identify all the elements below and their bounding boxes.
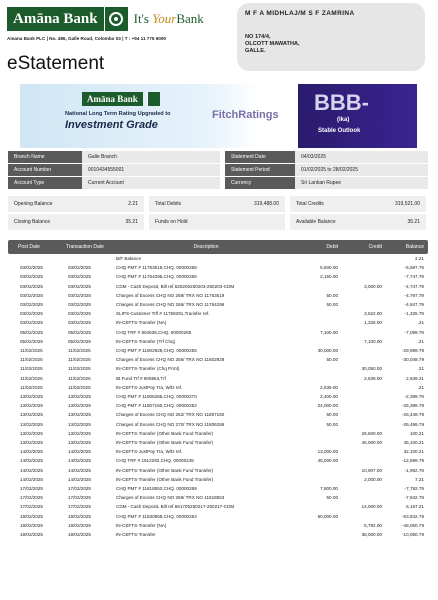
transaction-date-cell: 03/02/2025 bbox=[68, 292, 91, 298]
balance-cell: -4,797.79 bbox=[404, 292, 424, 298]
credit-cell bbox=[340, 495, 384, 500]
balance-cell: -4,747.79 bbox=[404, 283, 424, 289]
post-date-cell: 13/02/2025 bbox=[20, 440, 43, 446]
transaction-date-cell: 14/02/2025 bbox=[68, 476, 91, 482]
balance-cell: -7,747.79 bbox=[404, 274, 424, 280]
description-cell: IN-CEFTS-Transfer (NA) bbox=[116, 320, 167, 326]
debit-cell bbox=[296, 504, 340, 509]
debit-cell: 60,000.00 bbox=[317, 513, 338, 519]
balance-row bbox=[8, 214, 428, 230]
credit-cell bbox=[340, 394, 384, 399]
credit-cell bbox=[340, 514, 384, 519]
balance-cell bbox=[8, 214, 144, 230]
post-date-cell: 11/02/2025 bbox=[20, 384, 43, 390]
balance-cell: -1,992.79 bbox=[404, 467, 424, 473]
balance-cell: -30,049.79 bbox=[402, 357, 424, 363]
debit-cell bbox=[296, 376, 340, 381]
table-row bbox=[8, 364, 428, 373]
table-row bbox=[8, 309, 428, 318]
debit-cell: 50.00 bbox=[326, 357, 338, 363]
debit-cell: 7,100.00 bbox=[320, 329, 338, 335]
balance-cell: -12,899.79 bbox=[402, 458, 424, 464]
credit-cell bbox=[340, 302, 384, 307]
transaction-date-cell: 13/02/2025 bbox=[68, 440, 91, 446]
post-date-cell: 18/02/2025 bbox=[20, 532, 43, 538]
transaction-date-cell: 03/02/2025 bbox=[68, 320, 91, 326]
balance-cell: 32,100.21 bbox=[403, 449, 424, 455]
table-row bbox=[8, 438, 428, 447]
post-date-cell: 13/02/2025 bbox=[20, 430, 43, 436]
balance-cell: -1,325.79 bbox=[404, 311, 424, 317]
balance-value: 35.21 bbox=[407, 219, 420, 225]
transactions-table bbox=[8, 240, 428, 539]
bank-emblem-icon bbox=[104, 7, 128, 31]
transaction-date-cell: 03/02/2025 bbox=[68, 265, 91, 271]
table-body bbox=[8, 254, 428, 539]
info-value: Galle Branch bbox=[82, 151, 220, 163]
column-header-debit: Debit bbox=[326, 244, 338, 250]
customer-address bbox=[245, 34, 417, 55]
transaction-date-cell bbox=[56, 256, 114, 261]
transaction-date-cell: 18/02/2025 bbox=[68, 522, 91, 528]
table-row bbox=[8, 466, 428, 475]
balance-label: Opening Balance bbox=[14, 201, 53, 207]
post-date-cell: 03/02/2025 bbox=[20, 265, 43, 271]
post-date-cell: 11/02/2025 bbox=[20, 357, 43, 363]
transaction-date-cell: 03/02/2025 bbox=[68, 274, 91, 280]
fitch-ratings-logo: FitchRatings bbox=[212, 109, 279, 121]
table-row bbox=[8, 530, 428, 539]
debit-cell bbox=[296, 440, 340, 445]
balance-label: Closing Balance bbox=[14, 219, 51, 225]
description-cell: CHQ PMT # 11807160,CHQ. 00000252 bbox=[116, 403, 197, 409]
table-row bbox=[8, 410, 428, 419]
debit-cell bbox=[296, 523, 340, 528]
debit-cell: 2,400.00 bbox=[320, 394, 338, 400]
info-value: 04/03/2025 bbox=[295, 151, 428, 163]
post-date-cell: 17/02/2025 bbox=[20, 486, 43, 492]
info-label: Account Number bbox=[8, 164, 82, 176]
post-date-cell: 11/02/2025 bbox=[20, 348, 43, 354]
balance-cell: 2.21 bbox=[415, 256, 424, 261]
balance-cell: 6,157.21 bbox=[406, 504, 424, 510]
credit-cell: 7,100.00 bbox=[364, 338, 382, 344]
account-info-row bbox=[8, 164, 428, 176]
debit-cell bbox=[296, 431, 340, 436]
balance-cell: 100.21 bbox=[409, 430, 424, 436]
table-row bbox=[8, 272, 428, 281]
rating-outlook: Stable Outlook bbox=[318, 128, 361, 134]
post-date-cell: 14/02/2025 bbox=[20, 467, 43, 473]
balance-cell bbox=[8, 196, 144, 212]
balance-cell: -26,399.79 bbox=[402, 403, 424, 409]
bank-tagline: It's YourBank bbox=[133, 10, 204, 26]
post-date-cell: 14/02/2025 bbox=[20, 476, 43, 482]
balance-cell: .21 bbox=[417, 366, 424, 372]
post-date-cell: 03/02/2025 bbox=[20, 274, 43, 280]
description-cell: IN-CEFTS-Transfer (Trf Chq) bbox=[116, 338, 176, 344]
credit-cell: 30,050.00 bbox=[361, 366, 382, 372]
credit-cell bbox=[340, 449, 384, 454]
table-row bbox=[8, 291, 428, 300]
transaction-date-cell: 11/02/2025 bbox=[68, 348, 91, 354]
description-cell: Charges of Excess CHQ NO 252/ TRX NO 11807160 bbox=[116, 412, 225, 418]
credit-cell: 3,522.00 bbox=[364, 311, 382, 317]
post-date-cell: 05/02/2025 bbox=[20, 338, 43, 344]
info-value: Current Account bbox=[82, 177, 220, 189]
post-date-cell: 13/02/2025 bbox=[20, 421, 43, 427]
table-row bbox=[8, 383, 428, 392]
debit-cell: 50.00 bbox=[326, 412, 338, 418]
banner-logo: Amāna Bank bbox=[82, 92, 143, 106]
transaction-date-cell: 03/02/2025 bbox=[68, 302, 91, 308]
banner-subtitle: National Long Term Rating Upgraded to bbox=[65, 111, 171, 117]
rating-banner[interactable] bbox=[20, 84, 417, 148]
balance-cell bbox=[290, 214, 426, 230]
debit-cell: 30,000.00 bbox=[317, 348, 338, 354]
table-row bbox=[8, 401, 428, 410]
banner-headline: Investment Grade bbox=[65, 119, 158, 131]
bank-logo bbox=[7, 5, 227, 32]
balance-cell: -26,499.79 bbox=[402, 421, 424, 427]
transaction-date-cell: 14/02/2025 bbox=[68, 449, 91, 455]
balance-cell: .21 bbox=[417, 338, 424, 344]
description-cell: CHQ PMT # 11802928,CHQ. 00000255 bbox=[116, 348, 197, 354]
transaction-date-cell: 13/02/2025 bbox=[68, 430, 91, 436]
banner-emblem-icon bbox=[147, 92, 160, 106]
description-cell: CHQ PMT # 11806286,CHQ. 00000270 bbox=[116, 394, 197, 400]
account-info bbox=[8, 151, 428, 190]
debit-cell bbox=[296, 477, 340, 482]
balance-cell: -48,050.79 bbox=[402, 522, 424, 528]
description-cell: CDM - Cash Deposit, Bill ref.561705250217-250217-CDM bbox=[116, 504, 235, 510]
balance-cell: 7.21 bbox=[415, 476, 424, 482]
transaction-date-cell: 13/02/2025 bbox=[68, 421, 91, 427]
table-row bbox=[8, 374, 428, 383]
debit-cell bbox=[296, 532, 340, 537]
column-header-post-date: Post Date bbox=[18, 244, 40, 250]
credit-cell: 38,000.00 bbox=[361, 532, 382, 538]
transaction-date-cell: 13/02/2025 bbox=[68, 403, 91, 409]
balance-label: Total Debits bbox=[155, 201, 182, 207]
balance-cell: -4,847.79 bbox=[404, 302, 424, 308]
post-date-cell: 18/02/2025 bbox=[20, 522, 43, 528]
table-row bbox=[8, 254, 428, 263]
balance-label: Available Balance bbox=[296, 219, 336, 225]
address-line: GALLE. bbox=[245, 48, 266, 54]
column-header-balance: Balance bbox=[405, 244, 424, 250]
transaction-date-cell: 11/02/2025 bbox=[68, 384, 91, 390]
description-cell: IN-CEFTS-Transfer (Other Bank Fund Transfer) bbox=[116, 440, 214, 446]
balance-cell: -7,792.79 bbox=[404, 486, 424, 492]
balance-cell: -5,597.79 bbox=[404, 265, 424, 271]
credit-cell bbox=[340, 265, 384, 270]
info-label: Currency bbox=[225, 177, 295, 189]
transaction-date-cell: 11/02/2025 bbox=[68, 357, 91, 363]
column-header-transaction-date: Transaction Date bbox=[66, 244, 104, 250]
credit-cell bbox=[340, 293, 384, 298]
credit-cell: 2,000.00 bbox=[364, 476, 382, 482]
table-row bbox=[8, 512, 428, 521]
post-date-cell: 17/02/2025 bbox=[20, 495, 43, 501]
table-row bbox=[8, 300, 428, 309]
transaction-date-cell: 17/02/2025 bbox=[68, 495, 91, 501]
info-label: Branch Name bbox=[8, 151, 82, 163]
credit-cell: 3,000.00 bbox=[364, 283, 382, 289]
customer-name: M F A MIDHLAJ/M S F ZAMRINA bbox=[245, 10, 355, 17]
debit-cell: 5,600.00 bbox=[320, 265, 338, 271]
balance-label: Funds on Hold bbox=[155, 219, 188, 225]
description-cell: IN-CEFTS-Transfer (Other Bank Fund Transfer) bbox=[116, 467, 214, 473]
credit-cell bbox=[340, 357, 384, 362]
post-date-cell: 11/02/2025 bbox=[20, 375, 43, 381]
statement-header bbox=[0, 0, 438, 82]
debit-cell: 50.00 bbox=[326, 421, 338, 427]
table-row bbox=[8, 484, 428, 493]
balance-cell bbox=[149, 196, 285, 212]
balance-cell bbox=[149, 214, 285, 230]
credit-cell bbox=[340, 458, 384, 463]
balance-label: Total Credits bbox=[296, 201, 324, 207]
description-cell: Charges of Excess CHQ NO 268/ TRX NO 11763519 bbox=[116, 292, 225, 298]
table-row bbox=[8, 493, 428, 502]
table-row bbox=[8, 521, 428, 530]
description-cell: Charges of Excess CHQ NO 270/ TRX NO 11806286 bbox=[116, 421, 225, 427]
transaction-date-cell: 13/02/2025 bbox=[68, 394, 91, 400]
debit-cell bbox=[296, 256, 340, 261]
table-row bbox=[8, 263, 428, 272]
info-value: 0010434555001 bbox=[82, 164, 220, 176]
post-date-cell: 14/02/2025 bbox=[20, 449, 43, 455]
debit-cell: 50.00 bbox=[326, 302, 338, 308]
description-cell: Charges of Excess CHQ NO 266/ TRX NO 11764296 bbox=[116, 302, 225, 308]
table-row bbox=[8, 337, 428, 346]
description-cell: SLIPS-Customer Trfl # 11768291,Transfer ref. bbox=[116, 311, 210, 317]
transaction-date-cell: 11/02/2025 bbox=[68, 375, 91, 381]
credit-cell bbox=[340, 330, 384, 335]
balance-cell: -2,399.79 bbox=[404, 394, 424, 400]
table-row bbox=[8, 420, 428, 429]
transaction-date-cell: 03/02/2025 bbox=[68, 283, 91, 289]
post-date-cell: 14/02/2025 bbox=[20, 458, 43, 464]
debit-cell: 50.00 bbox=[326, 495, 338, 501]
balance-cell: -29,999.79 bbox=[402, 348, 424, 354]
description-cell: IN-CEFTS-JustPay Tra, W/D ref. bbox=[116, 384, 183, 390]
table-row bbox=[8, 346, 428, 355]
rating-suffix: (lka) bbox=[337, 117, 350, 123]
balance-cell: -7,099.79 bbox=[404, 329, 424, 335]
balance-cell: -10,050.79 bbox=[402, 532, 424, 538]
post-date-cell: 13/02/2025 bbox=[20, 412, 43, 418]
debit-cell: 13,000.00 bbox=[317, 449, 338, 455]
credit-cell bbox=[340, 274, 384, 279]
post-date-cell: 05/02/2025 bbox=[20, 329, 43, 335]
table-row bbox=[8, 392, 428, 401]
debit-cell: 50.00 bbox=[326, 292, 338, 298]
debit-cell bbox=[296, 339, 340, 344]
transaction-date-cell: 05/02/2025 bbox=[68, 338, 91, 344]
description-cell: IB Fund Trf # 805963,Trf bbox=[116, 375, 166, 381]
bank-logo-name: Amāna Bank bbox=[7, 7, 104, 31]
description-cell: CHQ TRF # 804638,CHQ. 00000265 bbox=[116, 329, 192, 335]
debit-cell: 7,800.00 bbox=[320, 486, 338, 492]
account-info-row bbox=[8, 177, 428, 189]
description-cell: CHQ PMT # 11764296,CHQ. 00000266 bbox=[116, 274, 197, 280]
credit-cell: 26,600.00 bbox=[361, 430, 382, 436]
credit-cell: 14,000.00 bbox=[361, 504, 382, 510]
transaction-date-cell: 14/02/2025 bbox=[68, 467, 91, 473]
transaction-date-cell: 17/02/2025 bbox=[68, 504, 91, 510]
rating-grade: BBB- bbox=[314, 90, 369, 115]
debit-cell bbox=[296, 468, 340, 473]
transaction-date-cell: 11/02/2025 bbox=[68, 366, 91, 372]
table-row bbox=[8, 456, 428, 465]
table-row bbox=[8, 447, 428, 456]
balance-value: 319,521.00 bbox=[394, 201, 420, 207]
balance-value: 2.21 bbox=[128, 201, 138, 207]
transaction-date-cell: 03/02/2025 bbox=[68, 311, 91, 317]
post-date-cell: 11/02/2025 bbox=[20, 366, 43, 372]
info-label: Statement Date bbox=[225, 151, 295, 163]
transaction-date-cell: 18/02/2025 bbox=[68, 513, 91, 519]
credit-cell: 10,907.00 bbox=[361, 467, 382, 473]
post-date-cell: 03/02/2025 bbox=[20, 311, 43, 317]
info-label: Account Type bbox=[8, 177, 82, 189]
description-cell: IN-CEFTS-Transfer bbox=[116, 532, 156, 538]
post-date-cell: 03/02/2025 bbox=[20, 302, 43, 308]
page-title: eStatement bbox=[7, 53, 105, 74]
transaction-date-cell: 05/02/2025 bbox=[68, 329, 91, 335]
debit-cell bbox=[296, 311, 340, 316]
credit-cell: 45,000.00 bbox=[361, 440, 382, 446]
description-cell: CHQ PMT # 11830859,CHQ. 00000254 bbox=[116, 513, 197, 519]
balance-summary bbox=[8, 196, 428, 232]
credit-cell bbox=[340, 385, 384, 390]
debit-cell: 24,000.00 bbox=[317, 403, 338, 409]
post-date-cell bbox=[8, 256, 56, 261]
address-line: OLCOTT MAWATHA, bbox=[245, 41, 300, 47]
column-header-description: Description bbox=[193, 244, 219, 250]
info-value: 01/02/2025 to 28/02/2025 bbox=[295, 164, 428, 176]
table-header bbox=[8, 240, 428, 254]
table-row bbox=[8, 282, 428, 291]
balance-cell: .21 bbox=[417, 320, 424, 326]
post-date-cell: 03/02/2025 bbox=[20, 320, 43, 326]
description-cell: IN-CEFTS-Transfer (Chq Prmt) bbox=[116, 366, 180, 372]
table-row bbox=[8, 355, 428, 364]
description-cell: Charges of Excess CHQ NO 269/ TRX NO 11818553 bbox=[116, 495, 225, 501]
description-cell: CDM - Cash Deposit, Bill ref.525206250203-250203-CDM bbox=[116, 283, 235, 289]
debit-cell bbox=[296, 366, 340, 371]
transaction-date-cell: 18/02/2025 bbox=[68, 532, 91, 538]
customer-address-card bbox=[237, 3, 425, 71]
transaction-date-cell: 14/02/2025 bbox=[68, 458, 91, 464]
post-date-cell: 13/02/2025 bbox=[20, 394, 43, 400]
debit-cell: 2,639.00 bbox=[320, 384, 338, 390]
address-line: NO 174/4, bbox=[245, 34, 271, 40]
balance-cell: -26,449.79 bbox=[402, 412, 424, 418]
column-header-credit: Credit bbox=[368, 244, 382, 250]
debit-cell: 2,150.00 bbox=[320, 274, 338, 280]
transaction-date-cell: 13/02/2025 bbox=[68, 412, 91, 418]
description-cell: IN-CEFTS-Transfer (Other Bank Fund Transfer) bbox=[116, 476, 214, 482]
description-cell: CHQ TRF # 1912292,CHQ. 00000245 bbox=[116, 458, 194, 464]
credit-cell bbox=[340, 486, 384, 491]
description-cell: CHQ PMT # 11763519,CHQ. 00000268 bbox=[116, 265, 197, 271]
info-value: Sri Lankan Rupee bbox=[295, 177, 428, 189]
debit-cell bbox=[296, 320, 340, 325]
table-row bbox=[8, 429, 428, 438]
debit-cell bbox=[296, 284, 340, 289]
balance-cell bbox=[290, 196, 426, 212]
credit-cell bbox=[340, 412, 384, 417]
post-date-cell: 13/02/2025 bbox=[20, 403, 43, 409]
description-cell: CHQ PMT # 11818553,CHQ. 00000269 bbox=[116, 486, 197, 492]
balance-value: 35.21 bbox=[125, 219, 138, 225]
credit-cell: 2,639.00 bbox=[364, 375, 382, 381]
balance-cell: -53,842.79 bbox=[402, 513, 424, 519]
table-row bbox=[8, 475, 428, 484]
description-cell: IN-CEFTS-Transfer (NA) bbox=[116, 522, 167, 528]
credit-cell bbox=[340, 256, 384, 261]
balance-value: 319,488.00 bbox=[253, 201, 279, 207]
description-cell: IN-CEFTS-JustPay Tra, W/D ref. bbox=[116, 449, 183, 455]
post-date-cell: 17/02/2025 bbox=[20, 504, 43, 510]
credit-cell bbox=[340, 348, 384, 353]
credit-cell bbox=[340, 422, 384, 427]
transaction-date-cell: 17/02/2025 bbox=[68, 486, 91, 492]
description-cell: IN-CEFTS-Transfer (Other Bank Fund Transfer) bbox=[116, 430, 214, 436]
credit-cell bbox=[340, 403, 384, 408]
table-row bbox=[8, 328, 428, 337]
post-date-cell: 18/02/2025 bbox=[20, 513, 43, 519]
balance-cell: 2,639.21 bbox=[406, 375, 424, 381]
table-row bbox=[8, 502, 428, 511]
description-cell: Charges of Excess CHQ NO 255/ TRX NO 11802928 bbox=[116, 357, 225, 363]
post-date-cell: 03/02/2025 bbox=[20, 283, 43, 289]
debit-cell: 45,000.00 bbox=[317, 458, 338, 464]
info-label: Statement Period bbox=[225, 164, 295, 176]
balance-cell: 45,100.21 bbox=[403, 440, 424, 446]
credit-cell: 5,792.00 bbox=[364, 522, 382, 528]
description-cell: B/F Balance bbox=[116, 256, 142, 261]
balance-cell: -7,842.79 bbox=[404, 495, 424, 501]
post-date-cell: 03/02/2025 bbox=[20, 292, 43, 298]
balance-row bbox=[8, 196, 428, 212]
balance-cell: .21 bbox=[417, 384, 424, 390]
account-info-row bbox=[8, 151, 428, 163]
table-row bbox=[8, 318, 428, 327]
credit-cell: 1,326.00 bbox=[364, 320, 382, 326]
bank-address: Amana Bank PLC | No. 486, Galle Road, Colombo 03 | T : +94 11 775 6000 bbox=[7, 36, 166, 41]
